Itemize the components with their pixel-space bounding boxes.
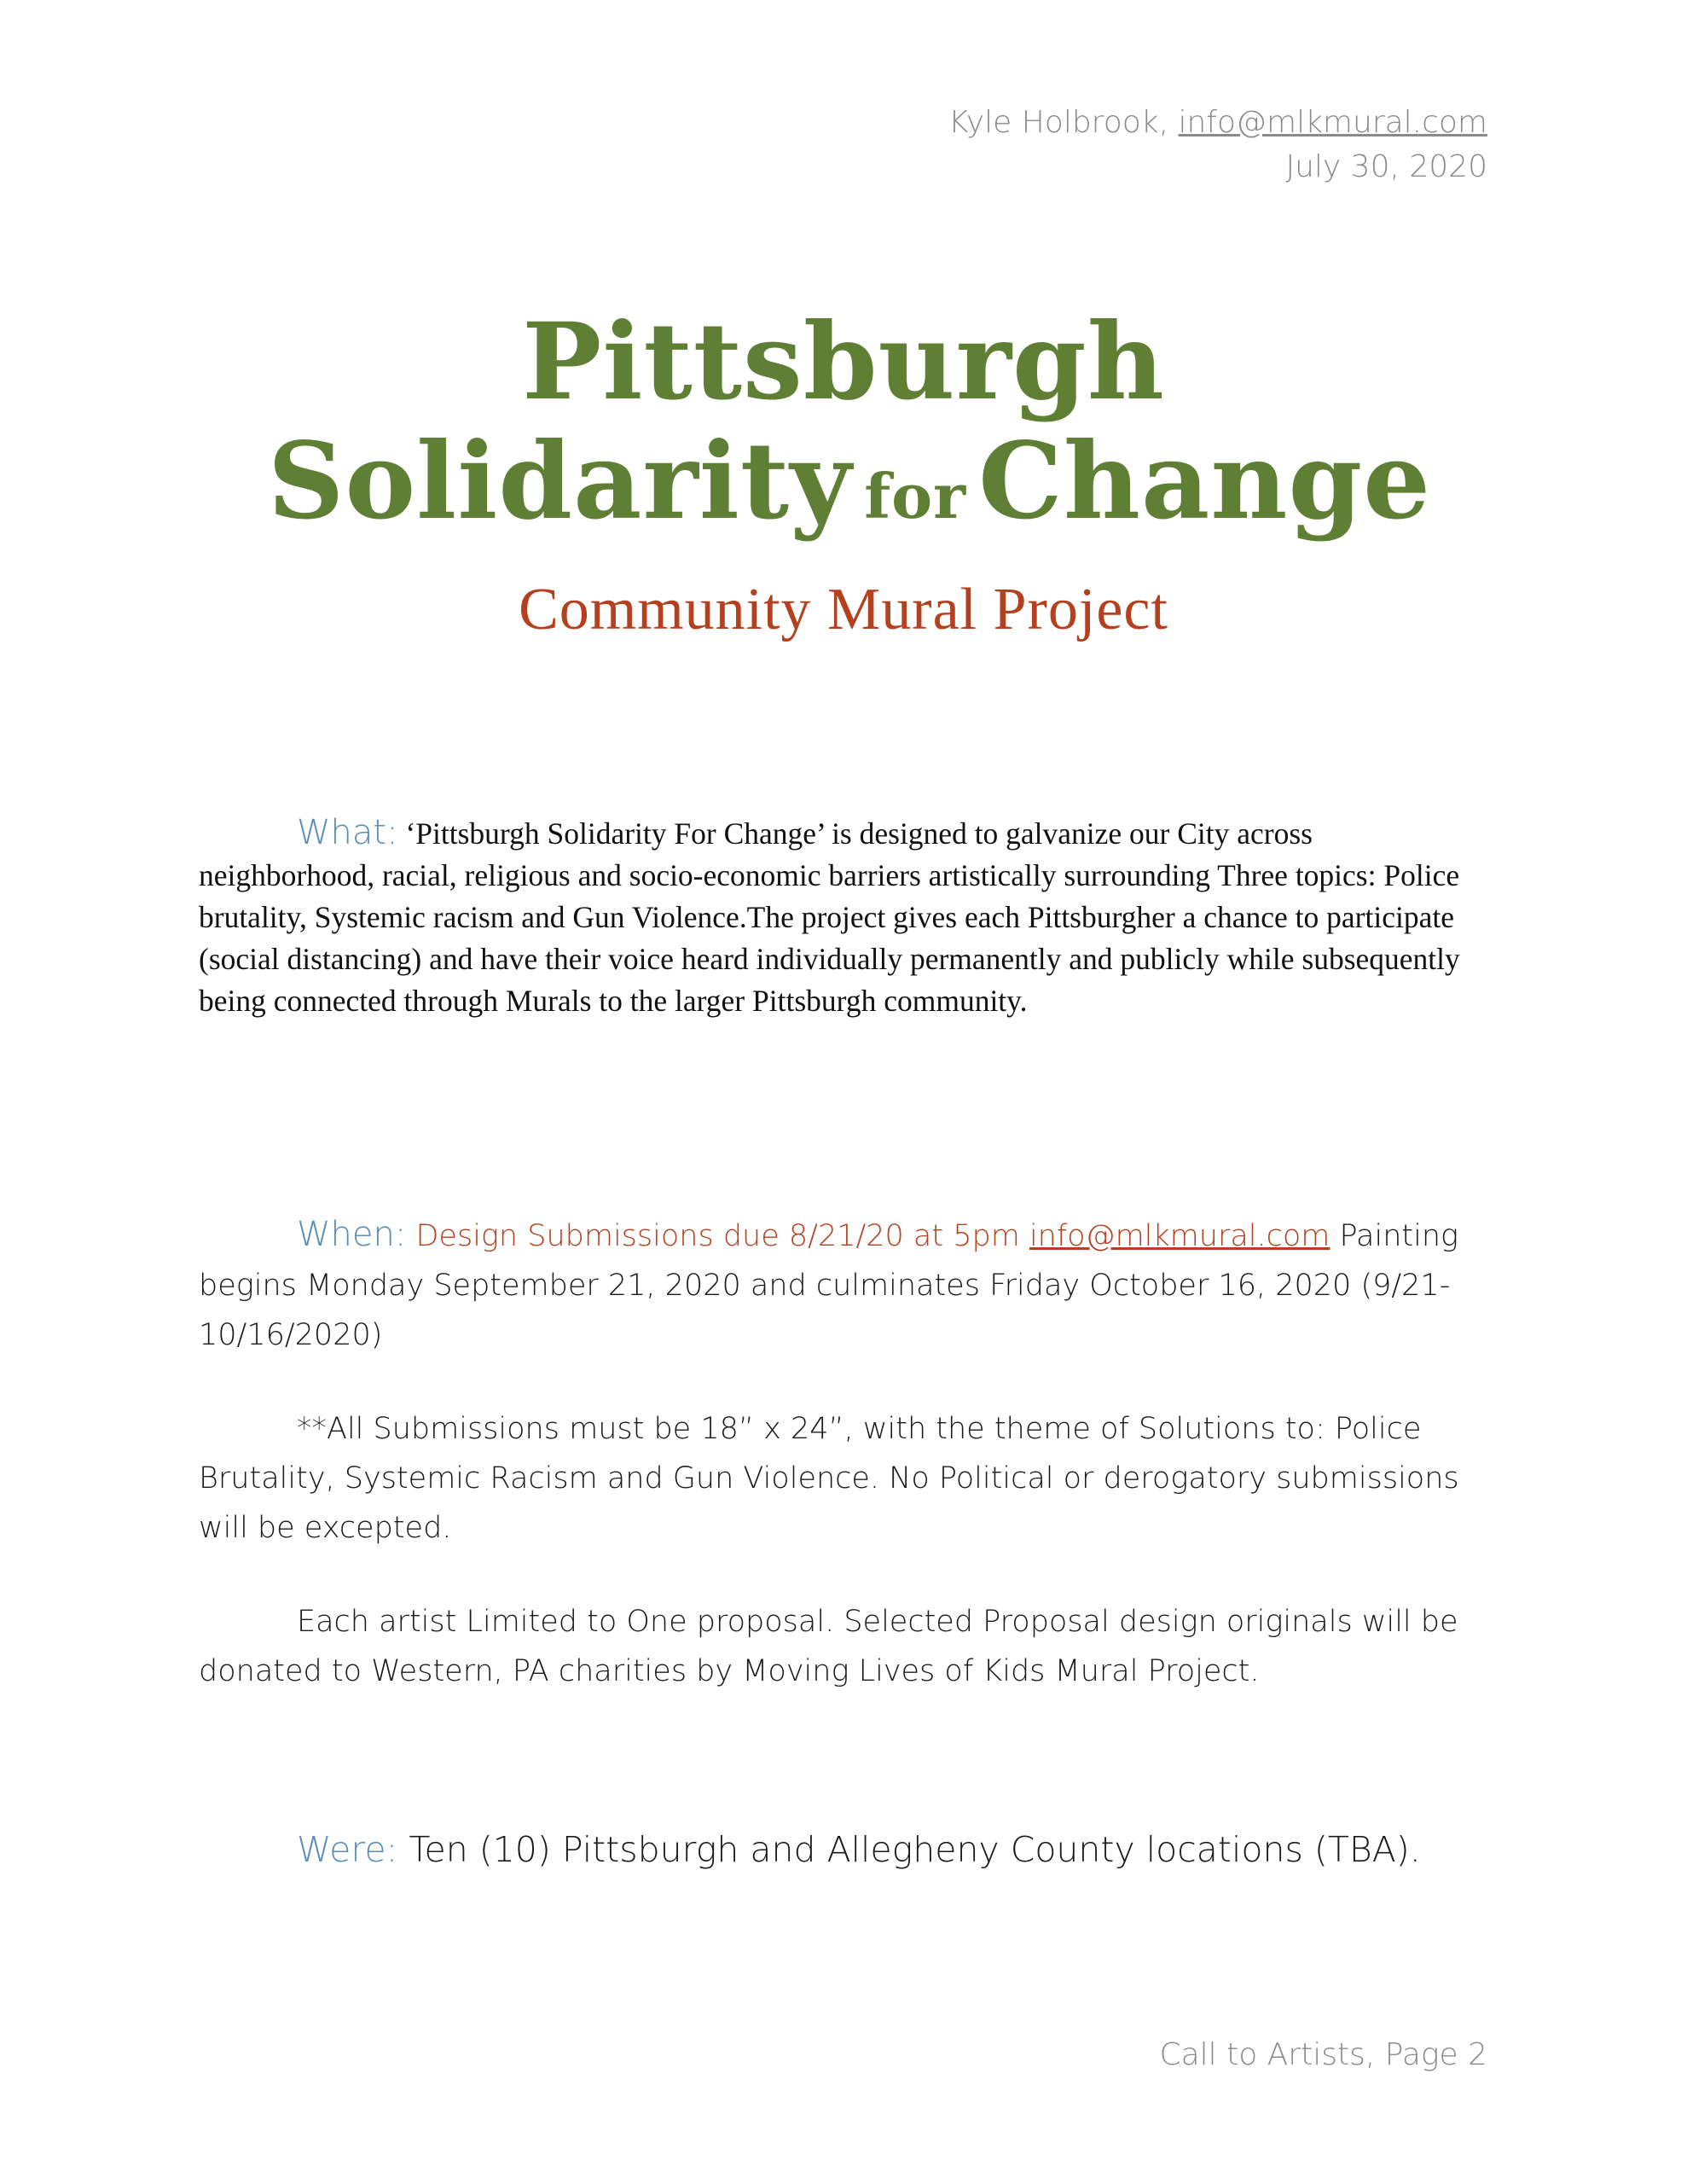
title-solidarity: Solidarity [267,420,853,543]
title-block [0,300,1687,648]
subtitle: Community Mural Project [519,577,1168,642]
document-header [948,101,1487,189]
when-paragraph [199,1210,1495,1360]
header-date: July 30, 2020 [1285,149,1487,184]
what-label: What: [297,813,398,852]
what-section [199,812,1495,1022]
title-line-1: Pittsburgh [522,300,1165,424]
author-name: Kyle Holbrook, [948,105,1179,140]
when-label: When: [297,1215,407,1254]
submissions-paragraph [199,1404,1495,1553]
title-change: Change [978,420,1432,543]
where-body: Ten (10) Pittsburgh and Allegheny County locations (TBA). [397,1829,1421,1870]
title-for: for [864,460,967,532]
header-email-link[interactable]: info@mlkmural.com [1178,105,1487,140]
limit-text: Each artist Limited to One proposal. Selected Proposal design originals will be donated to Western, PA charities by Moving Lives of Kids Mural Project. [199,1605,1458,1688]
when-email-link[interactable]: info@mlkmural.com [1029,1219,1330,1253]
when-due-text: Design Submissions due 8/21/20 at 5pm [415,1219,1029,1253]
when-body: Painting begins Monday September 21, 2020 and culminates Friday October 16, 2020 (9/21-10/16/2020) [199,1219,1459,1352]
title-line-2 [12,422,1687,556]
where-label: Were: [297,1829,398,1870]
what-body: ‘Pittsburgh Solidarity For Change’ is designed to galvanize our City across neighborhood, racial, religious and socio-economic barriers artistically surrounding Three topics: Police brutality, Systemic racism and Gun Violence.The project gives each Pittsburgher a chance to participate (social distancing) and have their voice heard individually permanently and publicly while subsequently being connected through Murals to the larger Pittsburgh community. [199,816,1460,1018]
limit-paragraph [199,1597,1495,1696]
where-section [199,1824,1495,1875]
author-line [948,101,1487,145]
submissions-text: **All Submissions must be 18” x 24”, with the theme of Solutions to: Police Brutality, Systemic Racism and Gun Violence. No Political or derogatory submissions will be excepted. [199,1412,1459,1545]
page-footer: Call to Artists, Page 2 [1159,2037,1487,2072]
when-section [199,1210,1495,1696]
